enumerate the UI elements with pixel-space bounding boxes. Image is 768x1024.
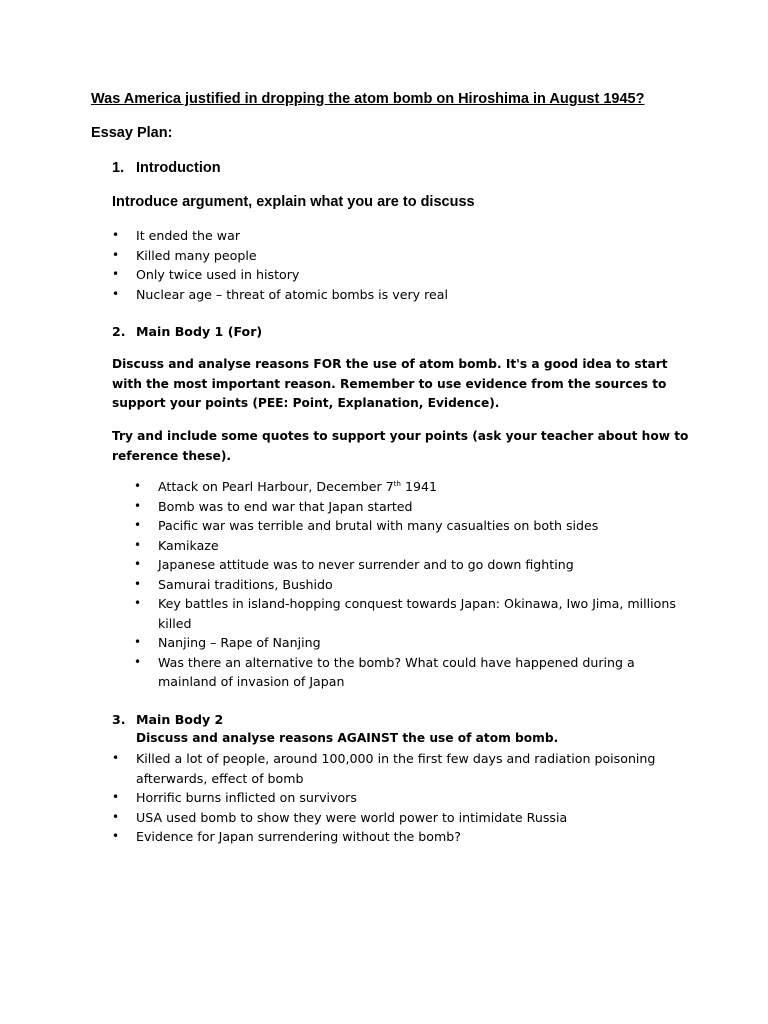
list-item: • Japanese attitude was to never surrender and to go down fighting (134, 555, 694, 575)
list-item: • Samurai traditions, Bushido (134, 575, 694, 595)
section-3-heading (112, 712, 223, 727)
section-1-subheading: Introduce argument, explain what you are to discuss (112, 194, 475, 210)
list-item: • Killed many people (112, 246, 672, 266)
list-item: • Evidence for Japan surrendering without the bomb? (112, 827, 692, 847)
section-number: 2. (112, 324, 126, 339)
section-title: Introduction (136, 160, 221, 176)
section-3-bullet-list (112, 749, 692, 847)
list-item: • Only twice used in history (112, 265, 672, 285)
list-item: • Kamikaze (134, 536, 694, 556)
list-item: • Horrific burns inflicted on survivors (112, 788, 692, 808)
section-2-paragraph-1: Discuss and analyse reasons FOR the use of atom bomb. It's a good idea to start with the most important reason. Remember to use evidence from the sources to support your points (PEE: Point, Explanation, Evidence). (112, 357, 668, 410)
list-item: • Killed a lot of people, around 100,000 in the first few days and radiation poisoning afterwards, effect of bomb (112, 749, 692, 788)
list-item: • Attack on Pearl Harbour, December 7th 1941 (134, 477, 694, 497)
section-number: 3. (112, 712, 126, 727)
list-item: • USA used bomb to show they were world power to intimidate Russia (112, 808, 692, 828)
section-1-heading (112, 160, 221, 176)
section-2-heading (112, 324, 262, 339)
section-2-bullet-list (134, 477, 694, 692)
list-item: • It ended the war (112, 226, 672, 246)
essay-plan-label: Essay Plan: (91, 125, 173, 141)
list-item: • Bomb was to end war that Japan started (134, 497, 694, 517)
section-2-paragraph-2: Try and include some quotes to support your points (ask your teacher about how to reference these). (112, 429, 689, 463)
list-item: • Was there an alternative to the bomb? What could have happened during a mainland of invasion of Japan (134, 653, 694, 692)
list-item: • Pacific war was terrible and brutal with many casualties on both sides (134, 516, 694, 536)
list-item: • Key battles in island-hopping conquest towards Japan: Okinawa, Iwo Jima, millions killed (134, 594, 694, 633)
section-title: Main Body 2 (136, 712, 224, 727)
list-item: • Nanjing – Rape of Nanjing (134, 633, 694, 653)
section-title: Main Body 1 (For) (136, 324, 263, 339)
section-number: 1. (112, 160, 125, 176)
document-title: Was America justified in dropping the atom bomb on Hiroshima in August 1945? (91, 91, 645, 107)
section-3-subheading: Discuss and analyse reasons AGAINST the use of atom bomb. (136, 731, 559, 745)
list-item: • Nuclear age – threat of atomic bombs is very real (112, 285, 672, 305)
section-1-bullet-list (112, 226, 672, 304)
